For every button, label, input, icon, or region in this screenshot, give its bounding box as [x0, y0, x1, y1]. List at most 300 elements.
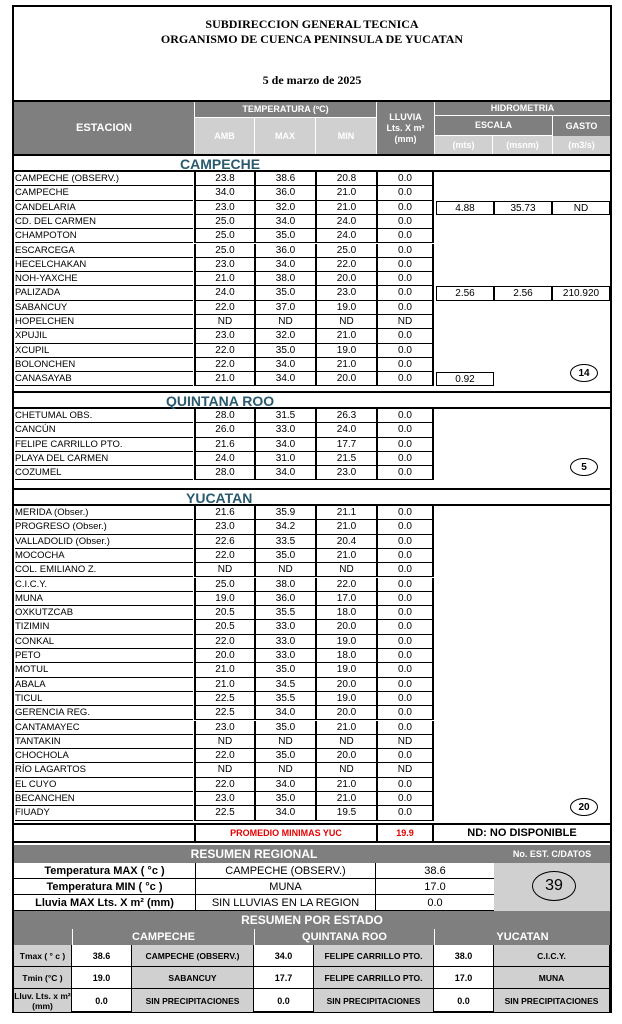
mts-value: 4.88: [436, 201, 494, 215]
col-lluvia-units: Lts. X m²: [386, 122, 425, 133]
col-m3s: (m3/s): [552, 136, 610, 154]
station-name: HOPELCHEN: [15, 315, 193, 329]
no-est-label: No. EST. C/DATOS: [512, 849, 592, 859]
max-value: 34.0: [254, 215, 315, 229]
max-value: 35.0: [254, 721, 315, 735]
amb-value: 21.6: [194, 506, 254, 520]
section-name: CAMPECHE: [180, 156, 261, 172]
rain-value: 0.0: [376, 215, 434, 229]
rain-value: 0.0: [376, 329, 434, 343]
regional-label: Temperatura MAX ( °c ): [14, 863, 196, 879]
station-name: CANASAYAB: [15, 372, 193, 386]
regional-station: SIN LLUVIAS EN LA REGION: [196, 895, 376, 911]
regional-title-bar: [14, 845, 494, 863]
station-name: CANTAMAYEC: [15, 721, 193, 735]
section-header-quintana-roo: [14, 391, 610, 409]
max-value: 33.0: [254, 423, 315, 437]
no-est-box: [494, 863, 610, 911]
min-value: 20.0: [315, 749, 376, 763]
table-row: [14, 438, 610, 452]
station-name: CHOCHOLA: [15, 749, 193, 763]
min-value: 19.0: [315, 692, 376, 706]
amb-value: 24.0: [194, 286, 254, 300]
table-row: [14, 215, 610, 229]
station-name: PALIZADA: [15, 286, 193, 300]
max-value: 34.0: [254, 258, 315, 272]
min-value: 23.0: [315, 466, 376, 480]
rain-value: 0.0: [376, 186, 434, 200]
station-name: MOCOCHA: [15, 549, 193, 563]
table-row: [14, 592, 610, 606]
table-row: [14, 372, 610, 386]
station-name: CANDELARIA: [15, 201, 193, 215]
msnm-value: 2.56: [494, 286, 552, 300]
rain-value: 0.0: [376, 563, 434, 577]
rain-value: 0.0: [376, 606, 434, 620]
min-value: 23.0: [315, 286, 376, 300]
min-value: 19.0: [315, 635, 376, 649]
amb-value: 21.0: [194, 372, 254, 386]
table-row: [14, 806, 610, 820]
max-value: 35.0: [254, 286, 315, 300]
station-name: COZUMEL: [15, 466, 193, 480]
amb-value: 25.0: [194, 578, 254, 592]
min-value: 21.0: [315, 520, 376, 534]
min-value: 20.0: [315, 372, 376, 386]
amb-value: 22.0: [194, 549, 254, 563]
amb-value: 26.0: [194, 423, 254, 437]
rain-value: ND: [376, 735, 434, 749]
max-value: 33.5: [254, 535, 315, 549]
table-row: [14, 692, 610, 706]
max-value: ND: [254, 763, 315, 777]
max-value: 33.0: [254, 635, 315, 649]
estado-station: SABANCUY: [132, 967, 254, 989]
section-header-campeche: [14, 154, 610, 172]
table-row: [14, 606, 610, 620]
station-name: CAMPECHE (OBSERV.): [15, 172, 193, 186]
station-name: PLAYA DEL CARMEN: [15, 452, 193, 466]
station-name: C.I.C.Y.: [15, 578, 193, 592]
rain-value: 0.0: [376, 792, 434, 806]
estado-value: 0.0: [434, 989, 494, 1013]
amb-value: 22.0: [194, 358, 254, 372]
min-value: 21.0: [315, 186, 376, 200]
amb-value: 23.0: [194, 721, 254, 735]
table-row: [14, 706, 610, 720]
station-name: NOH-YAXCHE: [15, 272, 193, 286]
max-value: 37.0: [254, 301, 315, 315]
amb-value: ND: [194, 735, 254, 749]
min-value: 21.0: [315, 201, 376, 215]
min-value: 21.0: [315, 778, 376, 792]
max-value: 32.0: [254, 201, 315, 215]
amb-value: 22.0: [194, 301, 254, 315]
station-count-badge: 20: [570, 798, 598, 816]
table-row: [14, 778, 610, 792]
max-value: 35.0: [254, 344, 315, 358]
estado-value: 0.0: [72, 989, 132, 1013]
amb-value: 20.0: [194, 649, 254, 663]
regional-label: Temperatura MIN ( °c ): [14, 879, 196, 895]
col-hidrometria: HIDROMETRIA: [434, 102, 610, 116]
rain-value: 0.0: [376, 301, 434, 315]
regional-station: MUNA: [196, 879, 376, 895]
amb-value: 23.0: [194, 329, 254, 343]
state-header-blank: [14, 929, 72, 945]
min-value: 21.0: [315, 792, 376, 806]
table-row: [14, 535, 610, 549]
table-row: [14, 578, 610, 592]
min-value: 20.0: [315, 678, 376, 692]
estado-title-bar: [14, 911, 610, 929]
estado-value: 17.7: [254, 967, 314, 989]
rain-value: 0.0: [376, 535, 434, 549]
min-value: 19.0: [315, 663, 376, 677]
table-row: [14, 186, 610, 200]
table-row: [14, 749, 610, 763]
table-row: [14, 409, 610, 423]
min-value: 21.1: [315, 506, 376, 520]
amb-value: 21.0: [194, 678, 254, 692]
max-value: 35.0: [254, 749, 315, 763]
max-value: 35.0: [254, 229, 315, 243]
min-value: 21.0: [315, 358, 376, 372]
station-name: COL. EMILIANO Z.: [15, 563, 193, 577]
mts-value: 0.92: [436, 372, 494, 386]
station-name: TIZIMIN: [15, 620, 193, 634]
estado-station: C.I.C.Y.: [494, 945, 610, 967]
estado-value: 38.6: [72, 945, 132, 967]
table-row: [14, 663, 610, 677]
station-name: FELIPE CARRILLO PTO.: [15, 438, 193, 452]
amb-value: 34.0: [194, 186, 254, 200]
col-amb: AMB: [194, 118, 254, 154]
rain-value: 0.0: [376, 578, 434, 592]
station-name: CONKAL: [15, 635, 193, 649]
max-value: 35.0: [254, 663, 315, 677]
min-value: 25.0: [315, 244, 376, 258]
rain-value: 0.0: [376, 692, 434, 706]
estado-value: 17.0: [434, 967, 494, 989]
max-value: 34.0: [254, 372, 315, 386]
min-value: 22.0: [315, 258, 376, 272]
amb-value: 24.0: [194, 452, 254, 466]
rain-value: 0.0: [376, 286, 434, 300]
col-lluvia-title: LLUVIA: [389, 111, 422, 122]
regional-value: 0.0: [376, 895, 494, 911]
rain-value: 0.0: [376, 172, 434, 186]
rain-value: 0.0: [376, 635, 434, 649]
min-value: 21.0: [315, 549, 376, 563]
rain-value: 0.0: [376, 409, 434, 423]
station-name: SABANCUY: [15, 301, 193, 315]
table-row: [14, 286, 610, 300]
amb-value: ND: [194, 315, 254, 329]
amb-value: 20.5: [194, 606, 254, 620]
min-value: ND: [315, 735, 376, 749]
table-row: [14, 301, 610, 315]
rain-value: 0.0: [376, 423, 434, 437]
estado-title: RESUMEN POR ESTADO: [241, 913, 383, 927]
min-value: 17.7: [315, 438, 376, 452]
rain-value: 0.0: [376, 721, 434, 735]
max-value: 38.0: [254, 578, 315, 592]
msnm-value: 35.73: [494, 201, 552, 215]
max-value: 35.5: [254, 606, 315, 620]
table-row: [14, 201, 610, 215]
rain-value: 0.0: [376, 778, 434, 792]
col-msnm: (msnm): [492, 136, 552, 154]
estado-row-label: Lluv. Lts. x m² (mm): [14, 989, 72, 1013]
regional-label: Lluvia MAX Lts. X m² (mm): [14, 895, 196, 911]
estado-station: SIN PRECIPITACIONES: [494, 989, 610, 1013]
table-row: [14, 358, 610, 372]
amb-value: 25.0: [194, 215, 254, 229]
regional-station: CAMPECHE (OBSERV.): [196, 863, 376, 879]
max-value: 35.0: [254, 549, 315, 563]
station-name: CHETUMAL OBS.: [15, 409, 193, 423]
amb-value: 25.0: [194, 229, 254, 243]
rain-value: ND: [376, 763, 434, 777]
amb-value: 22.5: [194, 706, 254, 720]
min-value: 19.0: [315, 301, 376, 315]
rain-value: 0.0: [376, 372, 434, 386]
table-row: [14, 466, 610, 480]
station-name: FIUADY: [15, 806, 193, 820]
station-name: MERIDA (Obser.): [15, 506, 193, 520]
estado-row-label: Tmax ( ° c ): [14, 945, 72, 967]
min-value: 26.3: [315, 409, 376, 423]
station-name: EL CUYO: [15, 778, 193, 792]
col-temperatura: TEMPERATURA (ºC): [194, 102, 376, 118]
table-row: [14, 721, 610, 735]
rain-value: 0.0: [376, 272, 434, 286]
gasto-value: 210.920: [552, 286, 610, 300]
table-row: [14, 649, 610, 663]
station-name: PETO: [15, 649, 193, 663]
estado-value: 19.0: [72, 967, 132, 989]
table-row: [14, 763, 610, 777]
section-name: QUINTANA ROO: [166, 393, 275, 409]
rain-value: 0.0: [376, 749, 434, 763]
min-value: 24.0: [315, 215, 376, 229]
amb-value: 23.0: [194, 201, 254, 215]
table-row: [14, 244, 610, 258]
station-name: CAMPECHE: [15, 186, 193, 200]
rain-value: 0.0: [376, 258, 434, 272]
max-value: 36.0: [254, 186, 315, 200]
rain-value: 0.0: [376, 806, 434, 820]
station-name: CANCÚN: [15, 423, 193, 437]
mts-value: 2.56: [436, 286, 494, 300]
header-line2: ORGANISMO DE CUENCA PENINSULA DE YUCATAN: [160, 32, 464, 46]
min-value: 21.0: [315, 721, 376, 735]
column-header: [14, 102, 610, 154]
station-count-badge: 14: [570, 364, 598, 382]
state-header: YUCATAN: [434, 929, 610, 945]
max-value: 32.0: [254, 329, 315, 343]
col-estacion: ESTACION: [75, 121, 133, 134]
regional-title: RESUMEN REGIONAL: [190, 847, 318, 861]
table-row: [14, 735, 610, 749]
station-name: RÍO LAGARTOS: [15, 763, 193, 777]
amb-value: 19.0: [194, 592, 254, 606]
amb-value: 22.5: [194, 806, 254, 820]
amb-value: 22.0: [194, 749, 254, 763]
amb-value: 23.8: [194, 172, 254, 186]
estado-value: 38.0: [434, 945, 494, 967]
min-value: ND: [315, 563, 376, 577]
col-lluvia-mm: (mm): [394, 133, 417, 144]
rain-value: 0.0: [376, 620, 434, 634]
station-count-badge: 5: [570, 458, 598, 476]
station-name: ABALA: [15, 678, 193, 692]
max-value: 34.0: [254, 358, 315, 372]
promedio-label: PROMEDIO MINIMAS YUC: [194, 825, 376, 841]
table-row: [14, 792, 610, 806]
amb-value: 22.0: [194, 635, 254, 649]
station-name: CHAMPOTON: [15, 229, 193, 243]
rain-value: 0.0: [376, 466, 434, 480]
rain-value: 0.0: [376, 706, 434, 720]
estado-station: MUNA: [494, 967, 610, 989]
rain-value: 0.0: [376, 358, 434, 372]
table-row: [14, 549, 610, 563]
section-header-yucatan: [14, 488, 610, 506]
max-value: 38.0: [254, 272, 315, 286]
amb-value: 25.0: [194, 244, 254, 258]
report-date: 5 de marzo de 2025: [262, 73, 362, 87]
section-name: YUCATAN: [186, 490, 253, 506]
min-value: 20.8: [315, 172, 376, 186]
amb-value: 23.0: [194, 520, 254, 534]
station-name: GERENCIA REG.: [15, 706, 193, 720]
min-value: 24.0: [315, 229, 376, 243]
station-name: ESCARCEGA: [15, 244, 193, 258]
amb-value: 22.0: [194, 344, 254, 358]
table-row: [14, 506, 610, 520]
col-escala: ESCALA: [434, 116, 552, 136]
rain-value: 0.0: [376, 520, 434, 534]
max-value: 33.0: [254, 649, 315, 663]
max-value: 34.0: [254, 778, 315, 792]
estado-value: 0.0: [254, 989, 314, 1013]
min-value: 20.0: [315, 272, 376, 286]
table-row: [14, 172, 610, 186]
amb-value: 20.5: [194, 620, 254, 634]
header-line1: SUBDIRECCION GENERAL TECNICA: [205, 17, 419, 31]
amb-value: 28.0: [194, 466, 254, 480]
promedio-value: 19.9: [376, 825, 434, 841]
min-value: 20.0: [315, 706, 376, 720]
max-value: 36.0: [254, 244, 315, 258]
estado-row-label: Tmin (°C ): [14, 967, 72, 989]
station-name: PROGRESO (Obser.): [15, 520, 193, 534]
rain-value: 0.0: [376, 663, 434, 677]
station-name: XCUPIL: [15, 344, 193, 358]
max-value: 35.0: [254, 792, 315, 806]
max-value: 34.0: [254, 466, 315, 480]
state-header: CAMPECHE: [72, 929, 254, 945]
rain-value: 0.0: [376, 592, 434, 606]
rain-value: 0.0: [376, 506, 434, 520]
gasto-value: ND: [552, 201, 610, 215]
min-value: 18.0: [315, 606, 376, 620]
table-row: [14, 258, 610, 272]
regional-value: 17.0: [376, 879, 494, 895]
amb-value: 23.0: [194, 258, 254, 272]
rain-value: 0.0: [376, 201, 434, 215]
max-value: 34.2: [254, 520, 315, 534]
station-name: MUNA: [15, 592, 193, 606]
amb-value: ND: [194, 563, 254, 577]
regional-value: 38.6: [376, 863, 494, 879]
estado-value: 34.0: [254, 945, 314, 967]
rain-value: ND: [376, 315, 434, 329]
estado-station: FELIPE CARRILLO PTO.: [314, 967, 434, 989]
station-name: BECANCHEN: [15, 792, 193, 806]
min-value: 21.0: [315, 329, 376, 343]
max-value: 31.5: [254, 409, 315, 423]
col-gasto: GASTO: [552, 116, 610, 136]
station-name: TICUL: [15, 692, 193, 706]
state-header: QUINTANA ROO: [254, 929, 434, 945]
min-value: ND: [315, 315, 376, 329]
station-name: BOLONCHEN: [15, 358, 193, 372]
col-max: MAX: [254, 118, 315, 154]
max-value: 34.0: [254, 806, 315, 820]
no-est-value: 39: [532, 871, 576, 901]
rain-value: 0.0: [376, 438, 434, 452]
table-row: [14, 452, 610, 466]
station-name: MOTUL: [15, 663, 193, 677]
min-value: 17.0: [315, 592, 376, 606]
amb-value: ND: [194, 763, 254, 777]
estado-station: SIN PRECIPITACIONES: [314, 989, 434, 1013]
min-value: 24.0: [315, 423, 376, 437]
table-row: [14, 272, 610, 286]
amb-value: 22.0: [194, 778, 254, 792]
max-value: ND: [254, 315, 315, 329]
amb-value: 22.6: [194, 535, 254, 549]
estado-station: SIN PRECIPITACIONES: [132, 989, 254, 1013]
table-row: [14, 678, 610, 692]
min-value: 20.4: [315, 535, 376, 549]
col-mts: (mts): [434, 136, 492, 154]
min-value: 19.0: [315, 344, 376, 358]
min-value: ND: [315, 763, 376, 777]
max-value: 34.0: [254, 438, 315, 452]
amb-value: 21.6: [194, 438, 254, 452]
report-sheet: [12, 5, 612, 1013]
table-row: [14, 620, 610, 634]
amb-value: 21.0: [194, 663, 254, 677]
station-name: XPUJIL: [15, 329, 193, 343]
no-est-header: [494, 845, 610, 863]
promedio-row: [14, 823, 610, 843]
max-value: 33.0: [254, 620, 315, 634]
amb-value: 21.0: [194, 272, 254, 286]
table-row: [14, 229, 610, 243]
rain-value: 0.0: [376, 344, 434, 358]
max-value: 35.5: [254, 692, 315, 706]
rain-value: 0.0: [376, 244, 434, 258]
amb-value: 23.0: [194, 792, 254, 806]
max-value: ND: [254, 735, 315, 749]
station-name: OXKUTZCAB: [15, 606, 193, 620]
rain-value: 0.0: [376, 649, 434, 663]
